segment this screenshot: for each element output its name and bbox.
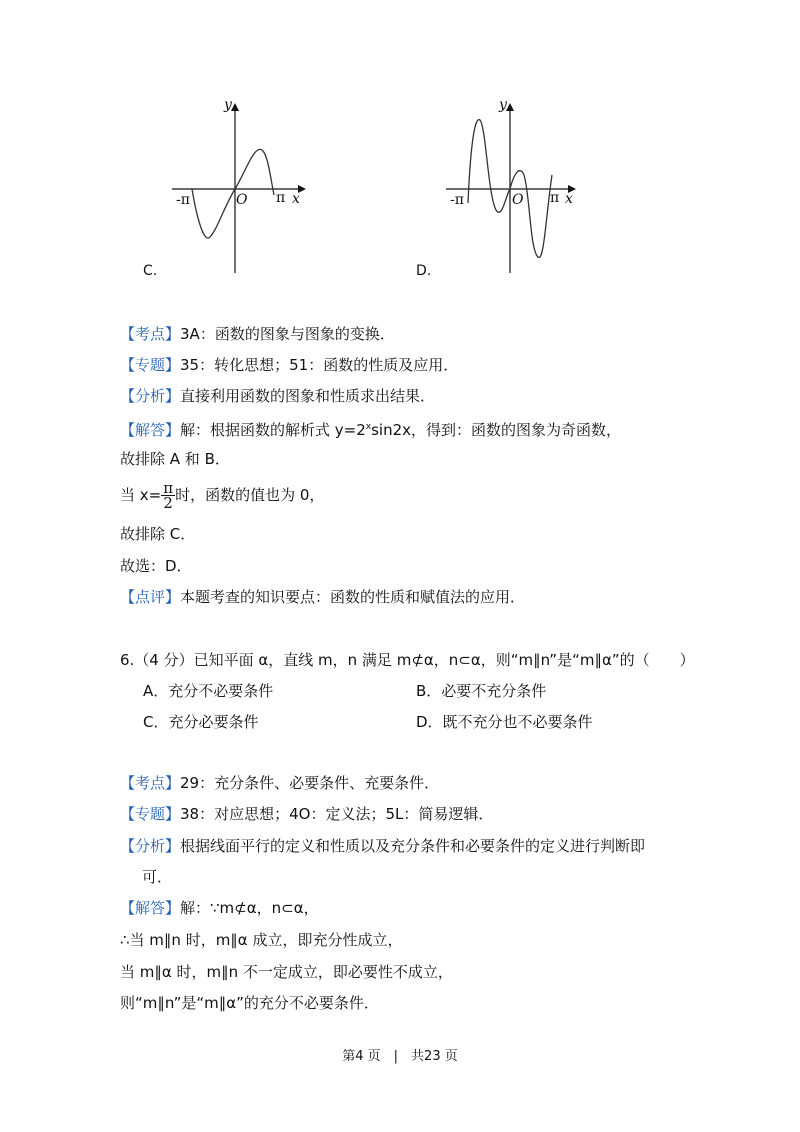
kaodian-tag: 【考点】 (120, 774, 181, 792)
graph-c-origin: O (236, 192, 248, 208)
option-c-label: C. (143, 263, 158, 279)
zhuanti-tag: 【专题】 (120, 805, 181, 823)
q6-line4: 则“m∥n”是“m∥α”的充分不必要条件． (120, 994, 379, 1012)
graph-d-origin: O (512, 192, 524, 208)
q6-option-c: C．充分必要条件 (143, 713, 259, 731)
graph-c-neg-pi: -π (176, 192, 190, 208)
dianping-tag: 【点评】 (120, 588, 181, 606)
graph-d-neg-pi: -π (450, 192, 464, 208)
graph-d-y: y (499, 97, 507, 113)
q6-fenxi2: 可． (142, 868, 173, 886)
q6-line3: 当 m∥α 时，m∥n 不一定成立，即必要性不成立， (120, 963, 453, 981)
pi-over-2-fraction: $\frac{\pi}{2}$ (163, 479, 174, 512)
graph-c (150, 95, 330, 285)
page-footer: 第4 页 | 共23 页 (342, 1049, 458, 1064)
q6-stem: 6.（4 分）已知平面 α，直线 m，n 满足 m⊄α，n⊂α，则“m∥n”是“m∥α”的（ ） (120, 651, 695, 669)
graph-d-x: x (565, 191, 573, 207)
q6-line2: ∴当 m∥n 时，m∥α 成立，即充分性成立， (120, 931, 403, 949)
jieda-tag: 【解答】 (120, 421, 181, 439)
q5-jieda: 【解答】解：根据函数的解析式 $y=2^x\sin 2x$，得到：函数的图象为奇函数， (120, 421, 622, 439)
graph-c-pi: π (276, 190, 286, 206)
curve-c (192, 149, 274, 238)
q5-line3: 当 x= $\frac{\pi}{2}$ 时，函数的值也为 0， (120, 479, 325, 512)
q6-fenxi: 【分析】根据线面平行的定义和性质以及充分条件和必要条件的定义进行判断即 (120, 837, 646, 855)
q5-zhuanti: 【专题】35：转化思想；51：函数的性质及应用． (120, 356, 459, 374)
q6-option-d: D．既不充分也不必要条件 (416, 713, 593, 731)
q5-dianping: 【点评】本题考查的知识要点：函数的性质和赋值法的应用． (120, 588, 526, 606)
y-axis-arrow (231, 103, 239, 111)
q6-option-a: A．充分不必要条件 (143, 682, 274, 700)
fenxi-tag: 【分析】 (120, 837, 181, 855)
y-axis-arrow (506, 103, 514, 111)
q6-zhuanti: 【专题】38：对应思想；4O：定义法；5L：简易逻辑． (120, 805, 494, 823)
graph-c-x: x (292, 191, 300, 207)
kaodian-tag: 【考点】 (120, 325, 181, 343)
graph-d-svg (430, 95, 610, 280)
q5-line5: 故选：D． (120, 557, 192, 575)
graph-d-pi: π (550, 190, 560, 206)
graph-c-svg (150, 95, 330, 285)
q6-option-b: B．必要不充分条件 (416, 682, 547, 700)
graph-c-y: y (224, 97, 232, 113)
q5-kaodian: 【考点】3A：函数的图象与图象的变换． (120, 325, 395, 343)
q5-line4: 故排除 C． (120, 525, 196, 543)
fenxi-tag: 【分析】 (120, 387, 181, 405)
option-d-label: D. (416, 263, 432, 279)
q5-fenxi: 【分析】直接利用函数的图象和性质求出结果． (120, 387, 436, 405)
jieda-tag: 【解答】 (120, 899, 181, 917)
q6-jieda: 【解答】解：∵m⊄α，n⊂α， (120, 899, 319, 917)
q6-kaodian: 【考点】29：充分条件、必要条件、充要条件． (120, 774, 440, 792)
q5-line2: 故排除 A 和 B． (120, 450, 230, 468)
graph-d (430, 95, 610, 280)
zhuanti-tag: 【专题】 (120, 356, 181, 374)
